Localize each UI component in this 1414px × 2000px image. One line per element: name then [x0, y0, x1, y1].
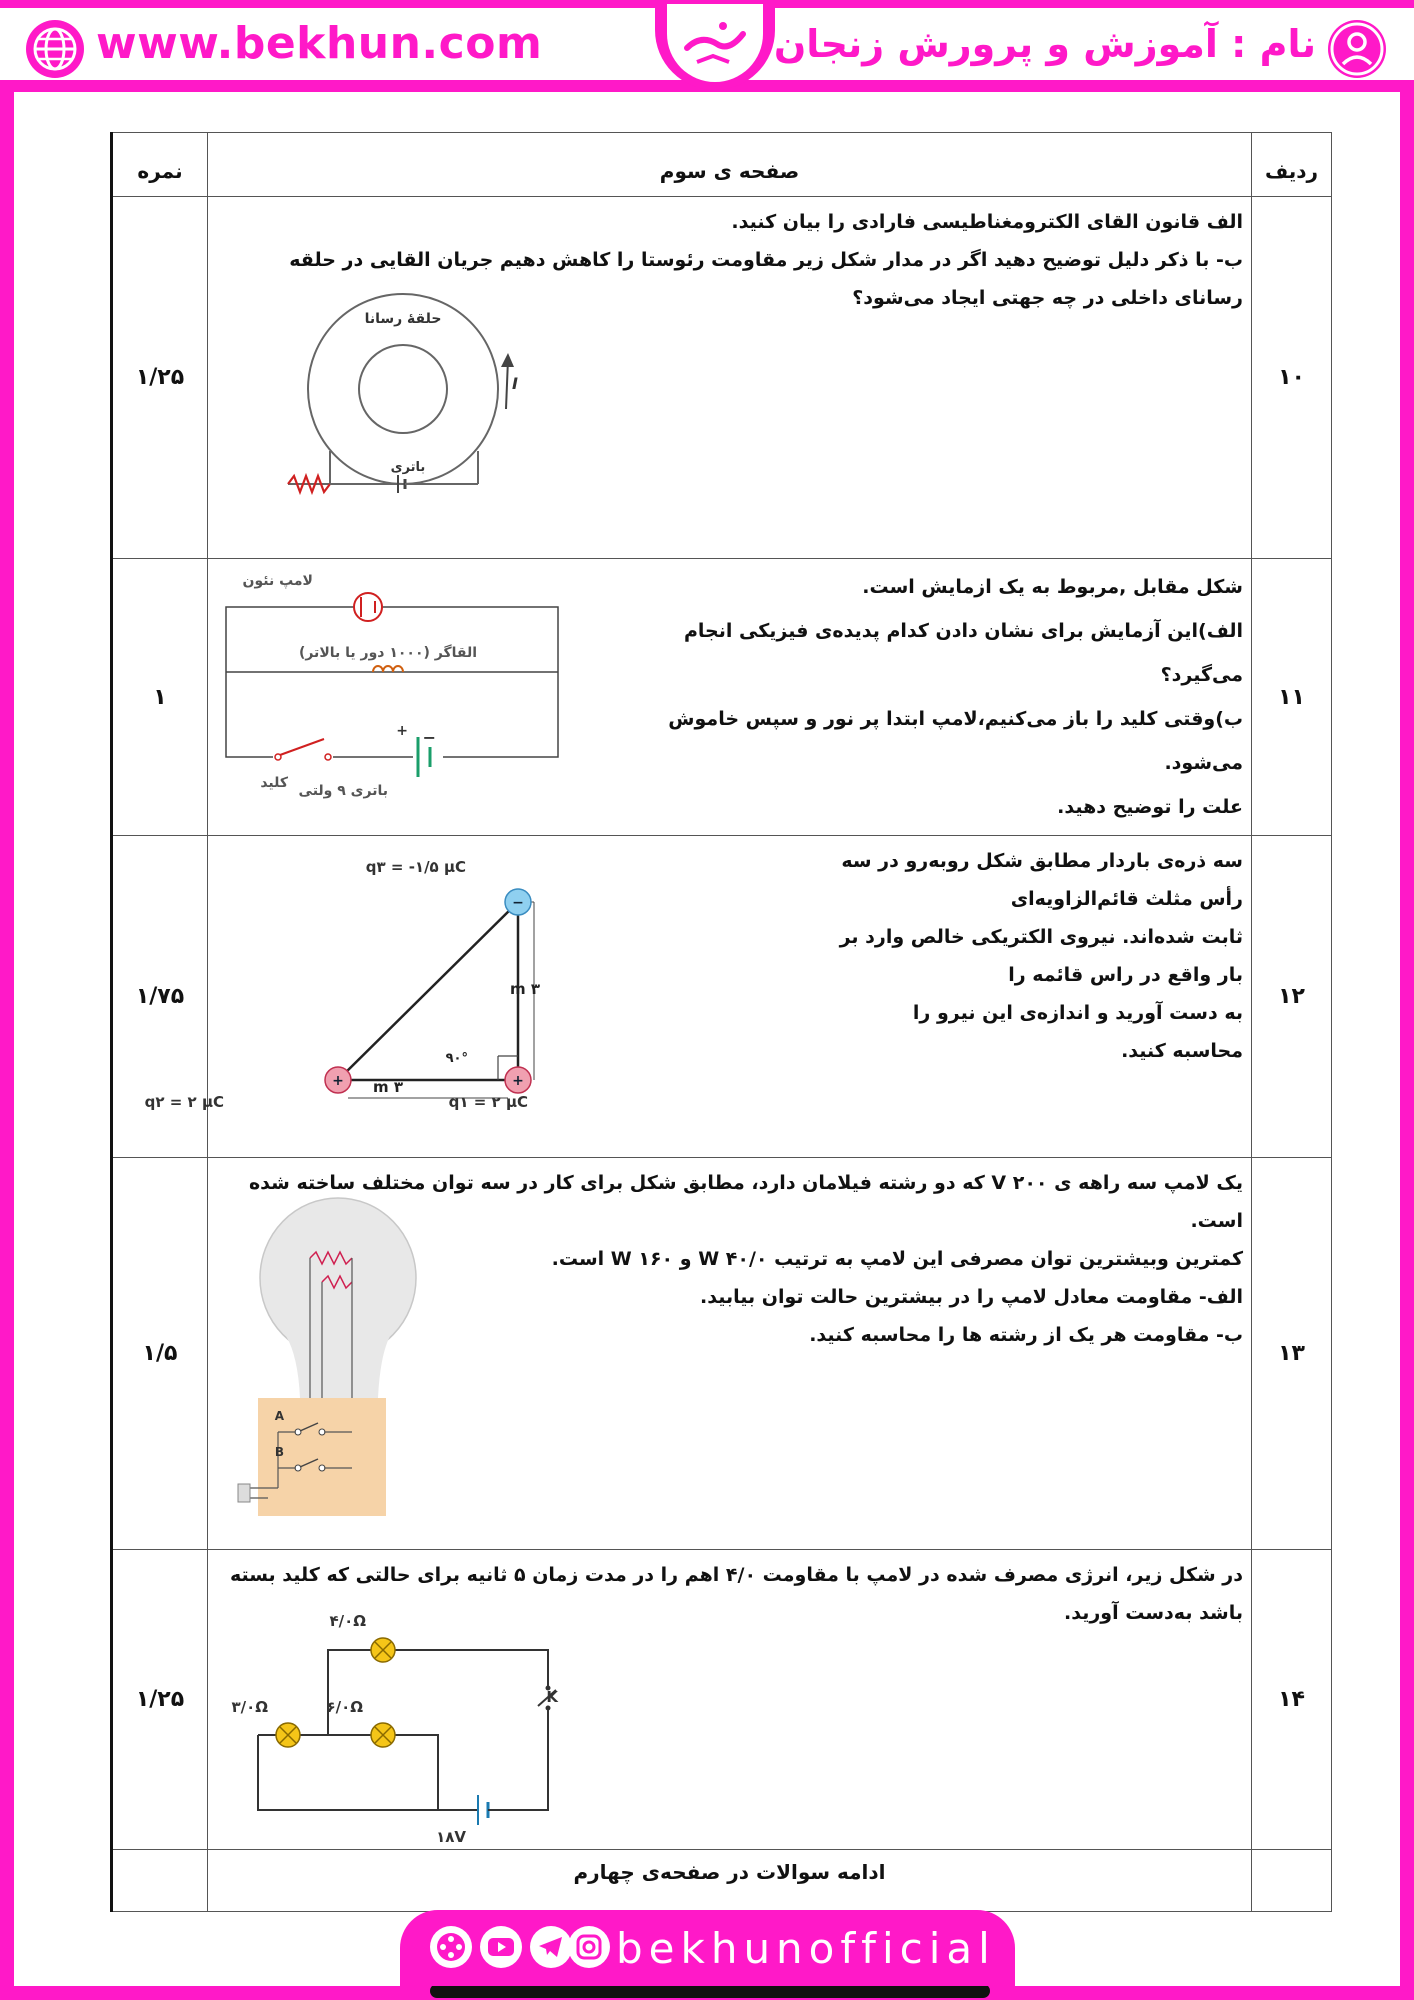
- charge-q3-label: q۳ = -۱/۵ μC: [365, 858, 466, 876]
- switch-b-label: B: [274, 1445, 284, 1459]
- social-icon-3[interactable]: [530, 1926, 572, 1968]
- site-url[interactable]: www.bekhun.com: [96, 18, 543, 69]
- ring-label: حلقهٔ رسانا: [364, 311, 442, 327]
- name-label: نام : آموزش و پرورش زنجان: [773, 22, 1316, 66]
- question-number: ۱۴: [1252, 1550, 1332, 1850]
- table-header-row: [112, 133, 1332, 197]
- switch-k-label: K: [546, 1688, 558, 1706]
- battery-label: باتری: [390, 460, 426, 475]
- svg-text:+: +: [396, 723, 408, 739]
- lamp-top-label: ۴/۰Ω: [329, 1612, 366, 1630]
- charge-q2-label: q۲ = ۲ μC: [144, 1093, 224, 1111]
- exam-table: [110, 132, 1332, 1912]
- question-line: الف)این آزمایش برای نشان دادن کدام پدیده‌ی فیزیکی انجام می‌گیرد؟: [683, 620, 1243, 686]
- battery-voltage-label: ۱۸V: [436, 1828, 466, 1846]
- telegram-icon: [530, 1926, 572, 1968]
- footer-shadow: [430, 1984, 990, 1998]
- charge-q1-label: q۱ = ۲ μC: [448, 1093, 528, 1111]
- question-score: ۱: [112, 559, 208, 836]
- page-header: [0, 0, 1414, 92]
- neon-lamp-label: لامپ نئون: [242, 573, 313, 589]
- empty-cell: [1252, 1850, 1332, 1912]
- continuation-row: [112, 1850, 1332, 1912]
- question-row-13: [112, 1158, 1332, 1550]
- question-row-11: [112, 559, 1332, 836]
- empty-cell: [112, 1850, 208, 1912]
- col-score-header: نمره: [112, 133, 208, 197]
- neon-lamp-inductor-circuit-figure: [218, 567, 568, 797]
- question-number: ۱۱: [1252, 559, 1332, 836]
- social-icon-1[interactable]: [430, 1926, 472, 1968]
- lamp-left-label: ۳/۰Ω: [231, 1698, 268, 1716]
- question-line: ب- با ذکر دلیل توضیح دهید اگر در مدار شکل زیر مقاومت رئوستا را کاهش دهیم جریان القایی در حلقه رسانای داخلی در چه جهتی ایجاد می‌شود؟: [289, 249, 1243, 309]
- question-score: ۱/۲۵: [112, 197, 208, 559]
- switch-label: کلید: [260, 775, 288, 791]
- question-line: به دست آورید و اندازه‌ی این نیرو را محاسبه کنید.: [912, 1002, 1243, 1062]
- side-vertical-label: ۳ m: [509, 980, 540, 998]
- footer-handle[interactable]: bekhunofficial: [616, 1924, 996, 1973]
- conducting-ring-circuit-figure: [268, 289, 528, 519]
- question-cell: [208, 1158, 1252, 1550]
- instagram-icon: [568, 1926, 610, 1968]
- question-number: ۱۰: [1252, 197, 1332, 559]
- social-icon-4[interactable]: [568, 1926, 610, 1968]
- question-line: در شکل زیر، انرژی مصرف شده در لامپ با مقاومت ۴/۰ اهم را در مدت زمان ۵ ثانیه برای حالتی که کلید بسته باشد به‌دست آورید.: [229, 1564, 1243, 1624]
- lamp-mid-label: ۶/۰Ω: [326, 1698, 363, 1716]
- question-score: ۱/۷۵: [112, 836, 208, 1158]
- current-label: I: [512, 374, 518, 393]
- user-icon: [1326, 18, 1388, 80]
- question-line: یک لامپ سه راهه ی V ۲۰۰ که دو رشته فیلامان دارد، مطابق شکل برای کار در سه توان مختلف ساخته شده است.: [248, 1172, 1243, 1232]
- question-number: ۱۳: [1252, 1158, 1332, 1550]
- question-row-14: [112, 1550, 1332, 1850]
- question-line: الف قانون القای الکترومغناطیسی فارادی را بیان کنید.: [731, 211, 1243, 233]
- question-line: ب)وقتی کلید را باز می‌کنیم،لامپ ابتدا پر نور و سپس خاموش می‌شود.: [668, 708, 1243, 774]
- question-number: ۱۲: [1252, 836, 1332, 1158]
- question-row-10: [112, 197, 1332, 559]
- question-row-12: [112, 836, 1332, 1158]
- question-line: الف- مقاومت معادل لامپ را در بیشترین حالت توان بیابید.: [700, 1286, 1243, 1308]
- film-reel-icon: [430, 1926, 472, 1968]
- svg-text:+: +: [332, 1073, 344, 1089]
- logo-mark-icon: [667, 4, 763, 82]
- question-line: ثابت شده‌اند. نیروی الکتریکی خالص وارد بر بار واقع در راس قائمه را: [839, 926, 1243, 986]
- globe-icon: [24, 18, 86, 80]
- switch-a-label: A: [274, 1409, 284, 1423]
- question-line: شکل مقابل ,مربوط به یک ازمایش است.: [862, 576, 1243, 598]
- side-horizontal-label: ۳ m: [372, 1078, 403, 1096]
- col-title-header: صفحه ی سوم: [208, 133, 1252, 197]
- three-way-lamp-figure: [238, 1198, 438, 1538]
- right-angle-label: ۹۰°: [445, 1051, 468, 1066]
- svg-text:−: −: [512, 895, 524, 911]
- col-row-header: ردیف: [1252, 133, 1332, 197]
- question-line: علت را توضیح دهید.: [1057, 796, 1243, 818]
- logo: [667, 4, 763, 82]
- youtube-icon: [480, 1926, 522, 1968]
- question-cell: [208, 1550, 1252, 1850]
- question-line: ب- مقاومت هر یک از رشته ها را محاسبه کنید.: [809, 1324, 1243, 1346]
- battery-label: باتری ۹ ولتی: [298, 783, 388, 799]
- svg-text:−: −: [422, 728, 436, 747]
- question-line: سه ذره‌ی باردار مطابق شکل روبه‌رو در سه رأس مثلث قائم‌الزاویه‌ای: [841, 850, 1243, 910]
- question-line: کمترین وبیشترین توان مصرفی این لامپ به ترتیب W ۴۰/۰ و W ۱۶۰ است.: [551, 1248, 1243, 1270]
- svg-text:+: +: [512, 1073, 524, 1089]
- lamp-resistor-circuit-figure: [231, 1590, 578, 1846]
- continuation-note: ادامه سوالات در صفحه‌ی چهارم: [208, 1850, 1252, 1912]
- inductor-label: القاگر (۱۰۰۰ دور یا بالاتر): [298, 645, 478, 661]
- question-cell: [208, 197, 1252, 559]
- question-score: ۱/۲۵: [112, 1550, 208, 1850]
- social-icon-2[interactable]: [480, 1926, 522, 1968]
- question-cell: [208, 559, 1252, 836]
- question-score: ۱/۵: [112, 1158, 208, 1550]
